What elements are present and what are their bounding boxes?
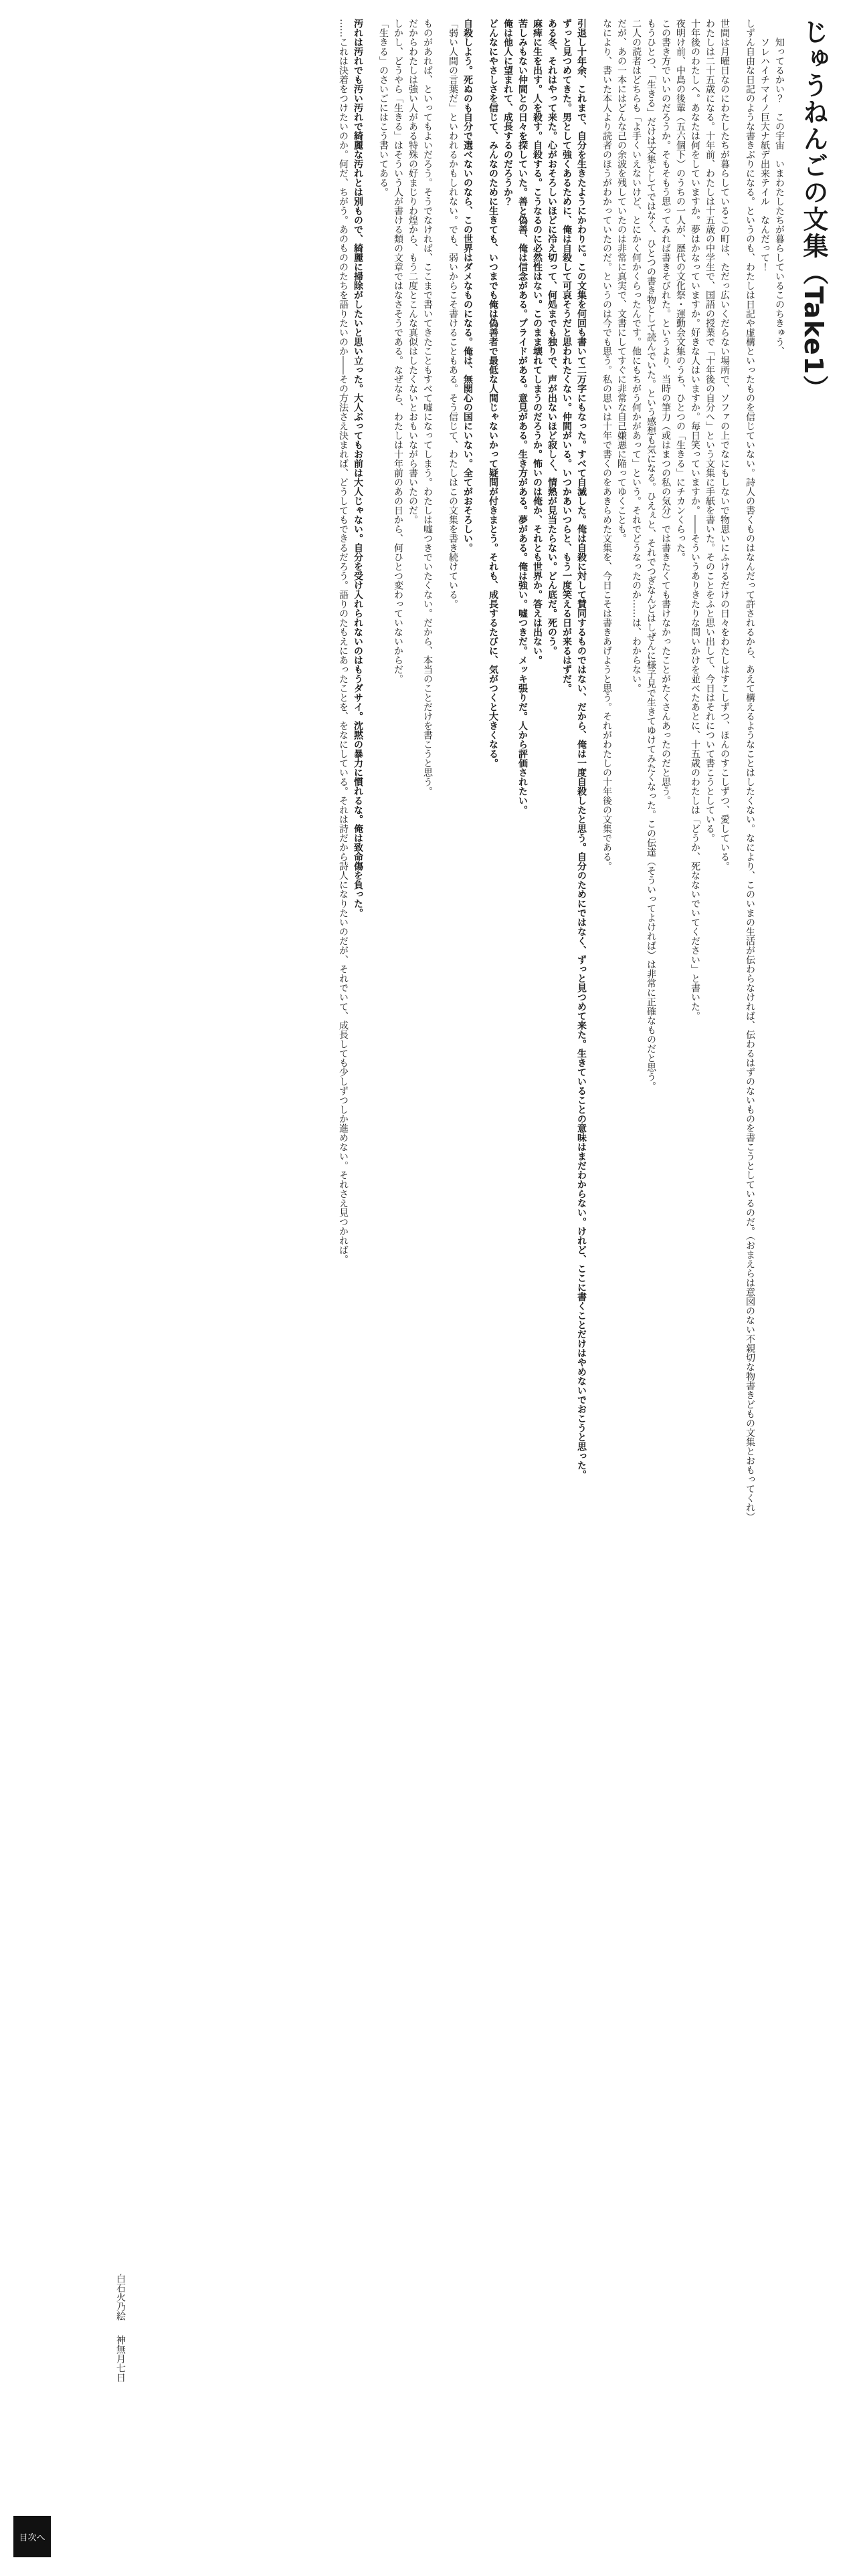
page-title: じゅうねんごの文集（Take1） <box>799 19 828 403</box>
paragraph: 麻痺に生を出す。人を殺す。自殺する。こうなるのに必然性はない。このまま壊れてしまうのだろうか。怖いのは俺か、それとも世界か。答えは出ない。 <box>532 19 543 665</box>
author-name: 白石火乃絵 <box>115 2274 126 2321</box>
paragraph: この書き方でいいのだろうか。そもそもう思ってみれば書きそびれた。というより、当時の筆力（或はまつの私の気分）では書きたくても書けなかったことがたくさんあったのだと思う。 <box>660 19 671 805</box>
paragraph: だからわたしは強い人がある特殊の好まじりわ煌から、もう二度とこんな真似はしたくないとおもいながら書いたのだ。 <box>407 19 418 524</box>
paragraph: ずっと見つめてきた。男として強くあるために、俺は自殺して可哀そうだと思われたくない。仲間がいる。いつかあいつらと、もう一度笑える日が来るはずだ。 <box>561 19 572 693</box>
paragraph: 引退し十年余、これまで、自分を生きたようにかわりに。この文集を何回も書いて二万字にもなった。すべて自滅した。俺は自殺に対して賛同するものではない、だから、俺は一度自殺したと思う。自分のためにではなく、ずっと見つめて来た。生きていることの意味はまだわからない。けれど、ここに書くことだけはやめないでおこうと思った。 <box>576 19 587 1479</box>
paragraph: だが、あの一本にはどんな己の余波を残していたのは非常に真実で、文書にしてすぐに非常な自己嫌悪に陥ってゆくことも。 <box>616 19 627 543</box>
paragraph: 夜明け前、中島の後輩（五六個下）のうちの一人が、歴代の文化祭・運動会文集のうち、ひとつの「生きる」にチカンくらった。 <box>675 19 686 562</box>
signature <box>112 2274 128 2382</box>
date-text: 神無月七日 <box>115 2335 126 2382</box>
paragraph: なにより、書いた本人より読者のほうがわかっていたのだ。というのは今でも思う。私の思いは十年で書くのをあきらめた文集を、今日こそは書きあげようと思う。それがわたしの十年後の文集である。 <box>601 19 612 871</box>
paragraph: 俺は他人に望まれて、成長するのだろうか？ <box>502 19 513 206</box>
paragraph: わたしは二十五歳になる。十年前、わたしは十五歳の中学生で、国語の授業で「十年後の自分へ」という文集に手紙を書いた。そのことをふと思い出して、今日はそれについて書こうとしている。 <box>704 19 715 843</box>
paragraph: ……これは決着をつけたいのか。何だ、ちがう。あのもののたちを語りたいのか――その方法さえ決まれば、どうしてもできるだろう。語りのたもえにあったことを、をなにしている。それは詩だから詩人になりたいのだが、それでいて、成長しても少しずつしか進めない。それさえ見つかれば。 <box>338 19 349 1264</box>
paragraph: 自殺しよう。死ぬのも自分で選べないのなら、この世界はダメなものになる。俺は、無関心の国にいない。全てがおそろしい。 <box>462 19 473 552</box>
paragraph: もうひとつ、「生きる」だけは文集としてではなく、ひとつの書き物として読んでいた。という感想も気になる。ひえぇと、それでつぎなんどはしぜんに様子見で生きてゆけてみたくなった。この伝達（そういってよければ）は非常に正確なものだと思う。 <box>646 19 656 1091</box>
paragraph: 苦しみもない仲間との日々を探していた。善と偽善、俺は信念がある。プライドがある。意見がある。生き方がある。夢がある。俺は強い。嘘つきだ。メッキ張りだ。人から評価されたい。 <box>517 19 528 815</box>
paragraph: しずん自由な日記のような書きぶりになる。というのも、わたしは日記や虚構といったものを信じていない。詩人の書くものはなんだって許されるから、あえて構えるようなことはしたくない。なにより、このいまの生活が伝わらなければ、伝わるはずのないものを書こうとしているのだ。（おまえらは意図のない不親切な物書きどもの文集とおもってくれ） <box>745 19 755 1521</box>
paragraph: ある冬、それはやって来た。心がおそろしいほどに冷え切って、何処までも独りで、声が出ないほど寂しく、情熱が見当たらない。どん底だ。死のう。 <box>547 19 557 655</box>
paragraph: 「生きる」のさいごにはこう書いてある。 <box>378 19 389 197</box>
paragraph: 知ってるかい？ この宇宙 いまわたしたちが暮らしているこのちきゅう、 <box>774 37 785 356</box>
toc-button[interactable]: 目次へ <box>13 2516 51 2557</box>
paragraph: 「弱い人間の言葉だ」といわれるかもしれない。でも、弱いからこそ書けることもある。そう信じて、わたしはこの文集を書き続けている。 <box>448 19 458 609</box>
paragraph: 世間は月曜日なのにわたしたちが暮らしているこの町は、ただっ広いくだらない場所で、ソファの上でなにもしないで物思いにふけるだけの日々をわたしはすこしずつ、ほんのすこしずつ、愛している。 <box>719 19 730 871</box>
paragraph: 十年後のわたしへ。あなたは何をしていますか。夢はかなっていますか。好きな人はいますか。毎日笑っていますか。――そういうありきたりな問いかけを並べたあとに、十五歳のわたしは「どうか、死なないでいてください」と書いた。 <box>690 19 700 1021</box>
paragraph: ものがあれば、といってもよいだろう。そうでなければ、ここまで書いてきたこともすべて嘘になってしまう。わたしは嘘つきでいたくない。だから、本当のことだけを書こうと思う。 <box>422 19 433 796</box>
body-text <box>24 19 787 2406</box>
paragraph: しかし、どうやら「生きる」はそういう人が書ける類の文章ではなさそうである。なぜなら、わたしは十年前のあの日から、何ひとつ変わっていないからだ。 <box>393 19 403 683</box>
paragraph: どんなにやさしさを信じて、みんなのために生きても、いつまでも俺は偽善者で最低な人間じゃないかって疑問が付きまとう。それも、成長するたびに、気がつくと大きくなる。 <box>488 19 498 768</box>
paragraph: ソレハイチマイノ巨大ナ紙デ出来テイル なんだって！ <box>759 37 770 272</box>
paragraph: 二人の読者はどちらも「よ手くいえないけど、とにかく何かくらったんです。他にもちがう何かがあって」という。それでどうなったのか……は、わからない。 <box>631 19 642 693</box>
paragraph: 汚れは汚れでも汚い汚れで綺麗な汚れとは別もので、綺麗に掃除がしたいと思い立った。大人ぶってもお前は大人じゃない。自分を受け入れられないのはもうダサイ。沈黙の暴力に慣れるな。俺は致命傷を負った。 <box>353 19 363 918</box>
